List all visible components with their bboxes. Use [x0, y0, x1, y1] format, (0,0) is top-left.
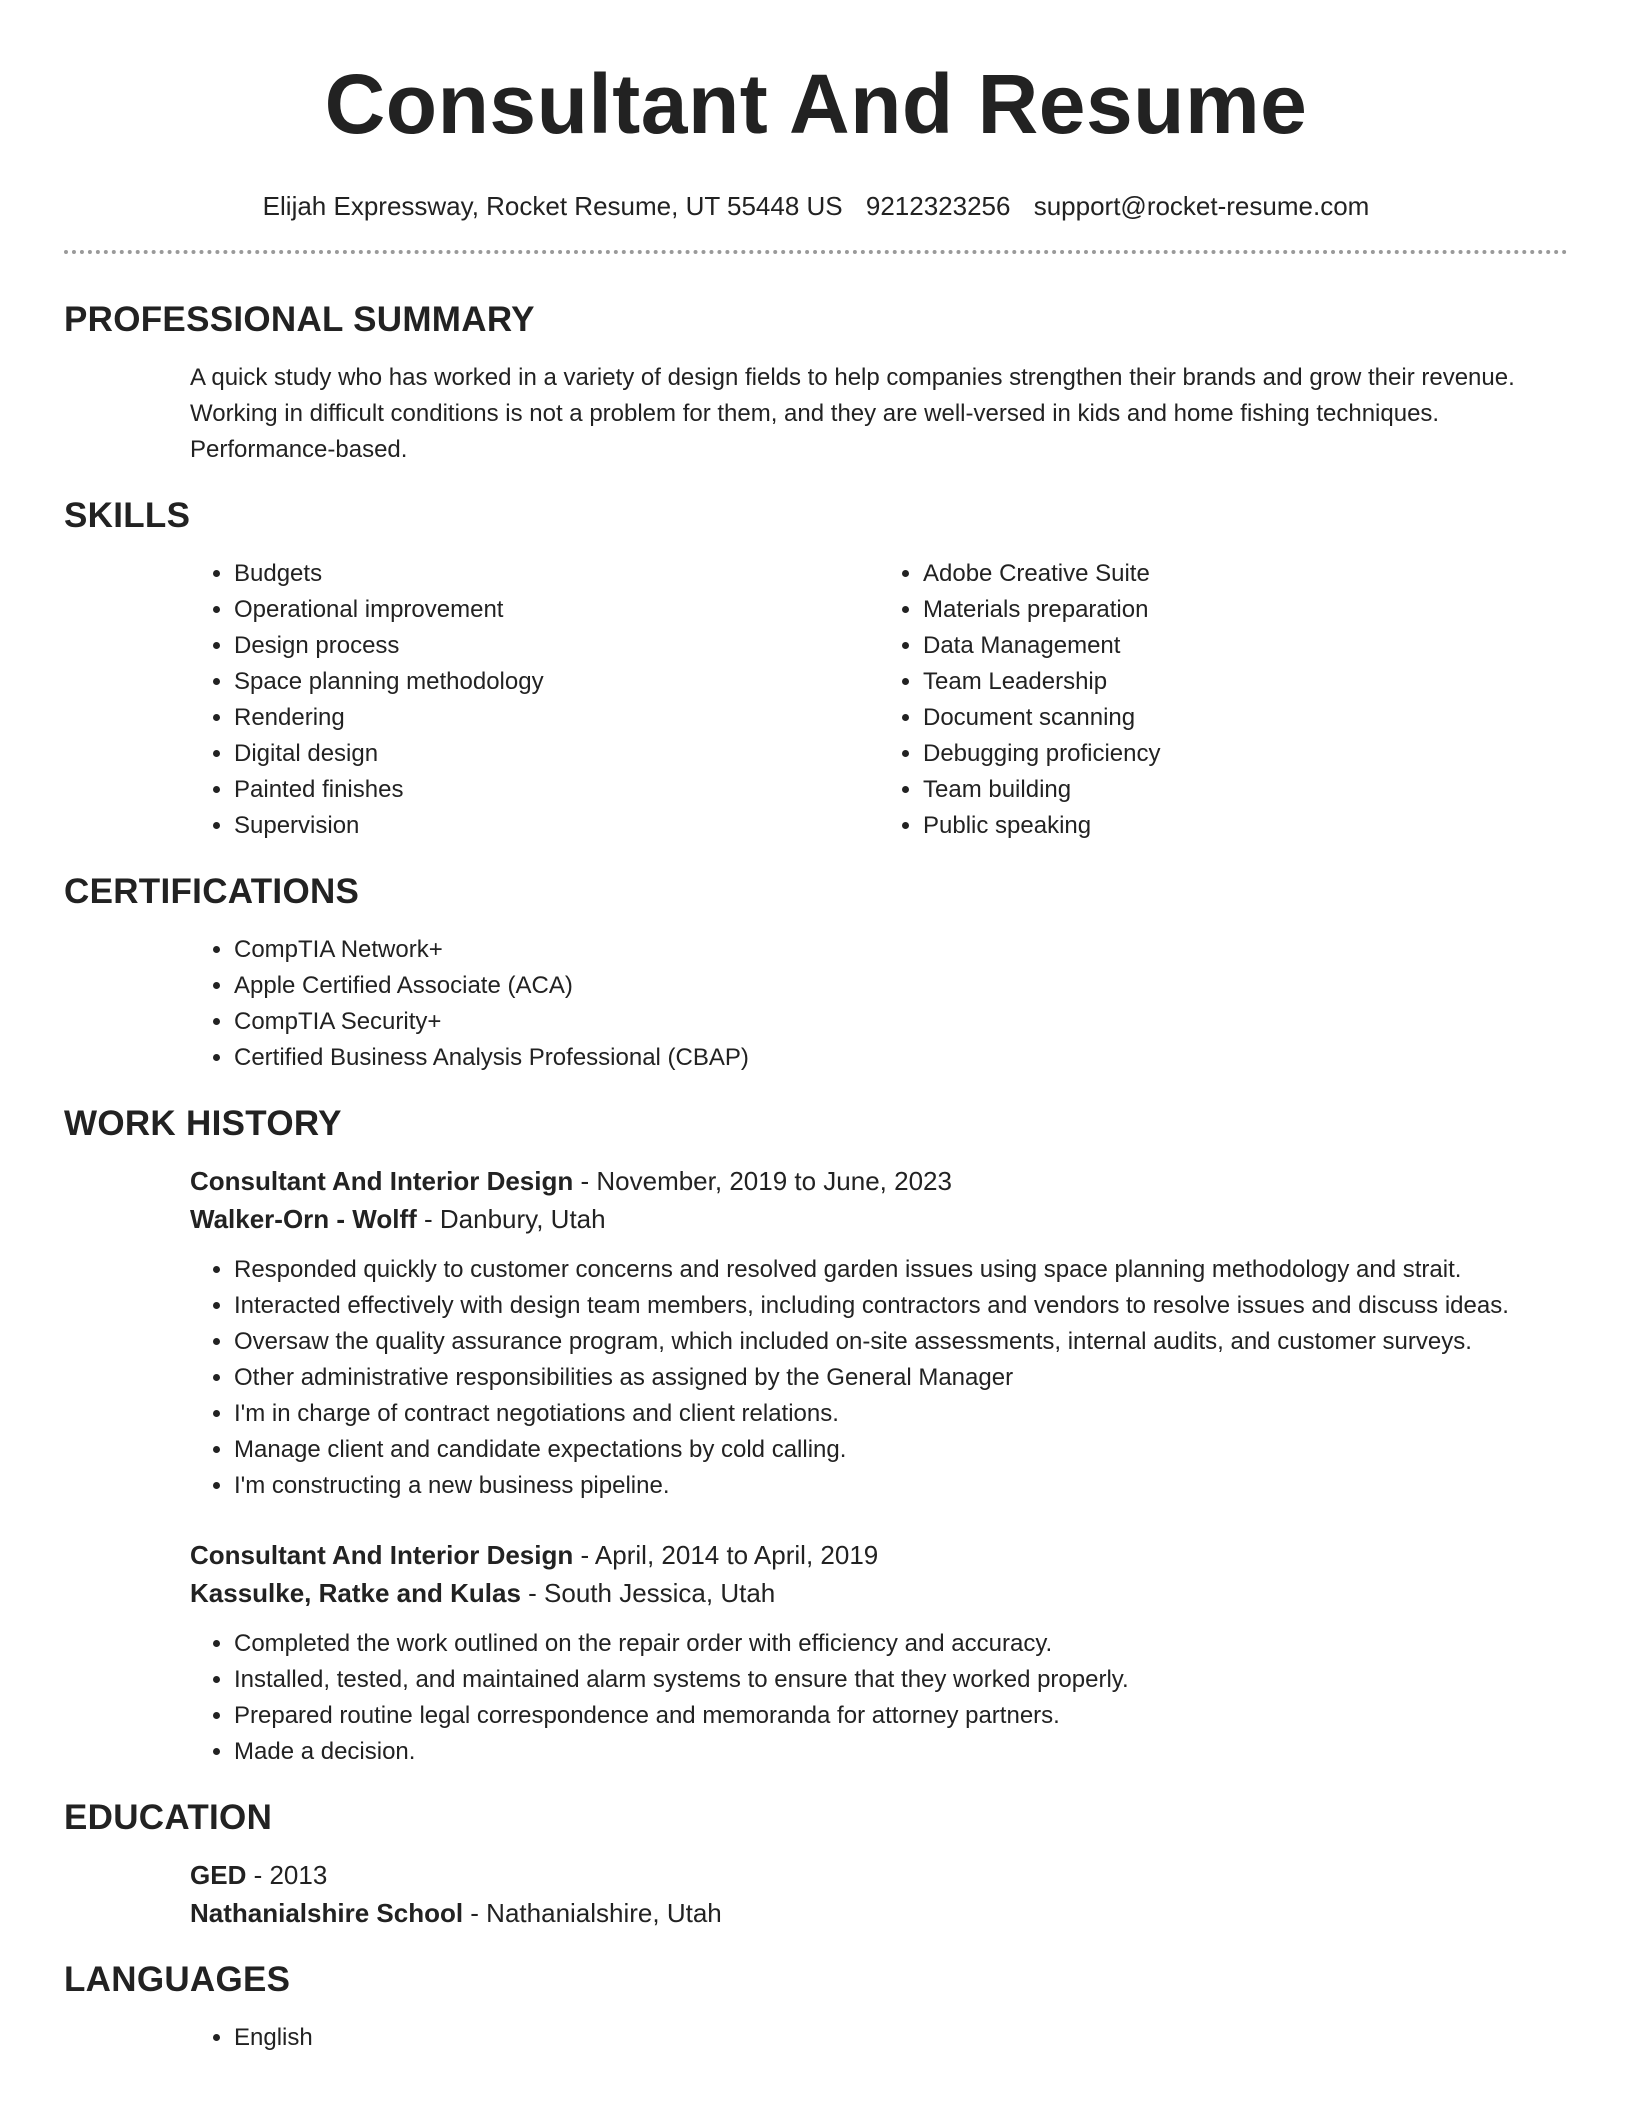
- list-item: • I'm in charge of contract negotiations and client relations.: [234, 1396, 1568, 1432]
- skills-list-right: [879, 556, 1568, 844]
- education-school: Nathanialshire School: [190, 1898, 464, 1928]
- list-item: • Installed, tested, and maintained alarm systems to ensure that they worked properly.: [234, 1662, 1568, 1698]
- list-item: • CompTIA Security+: [234, 1004, 1568, 1040]
- list-item: • Space planning methodology: [234, 664, 879, 700]
- contact-email[interactable]: support@rocket-resume.com: [1033, 191, 1370, 221]
- list-item: • Other administrative responsibilities as assigned by the General Manager: [234, 1360, 1568, 1396]
- job-company-line: [190, 1574, 1568, 1612]
- job-role: Consultant And Interior Design: [190, 1166, 574, 1196]
- list-item: • Team building: [923, 772, 1568, 808]
- list-item: • Made a decision.: [234, 1734, 1568, 1770]
- job-company: Walker-Orn - Wolff: [190, 1204, 417, 1234]
- list-item: • Materials preparation: [923, 592, 1568, 628]
- list-item: • Digital design: [234, 736, 879, 772]
- job-entry: [64, 1162, 1568, 1504]
- list-item: • Budgets: [234, 556, 879, 592]
- job-company: Kassulke, Ratke and Kulas: [190, 1578, 521, 1608]
- skills-section: [64, 494, 1568, 844]
- list-item: • Public speaking: [923, 808, 1568, 844]
- list-item: • Operational improvement: [234, 592, 879, 628]
- job-location: - South Jessica, Utah: [520, 1578, 776, 1608]
- summary-text: A quick study who has worked in a variety of design fields to help companies strengthen their brands and grow their revenue. Working in difficult conditions is not a problem for them, and they are well-versed in kids and home fishing techniques. Performance-based.: [190, 364, 1515, 463]
- job-location: - Danbury, Utah: [416, 1204, 606, 1234]
- contact-address: Elijah Expressway, Rocket Resume, UT 55448 US: [262, 191, 843, 221]
- list-item: • Painted finishes: [234, 772, 879, 808]
- education-school-line: [190, 1894, 1568, 1932]
- education-title: EDUCATION: [64, 1798, 273, 1837]
- education-section: [64, 1796, 1568, 1932]
- list-item: • Manage client and candidate expectations by cold calling.: [234, 1432, 1568, 1468]
- skills-title: SKILLS: [64, 496, 191, 535]
- list-item: • Prepared routine legal correspondence and memoranda for attorney partners.: [234, 1698, 1568, 1734]
- list-item: • Design process: [234, 628, 879, 664]
- list-item: • I'm constructing a new business pipeline.: [234, 1468, 1568, 1504]
- education-degree-line: [190, 1856, 1568, 1894]
- list-item: • Document scanning: [923, 700, 1568, 736]
- list-item: • Team Leadership: [923, 664, 1568, 700]
- languages-title: LANGUAGES: [64, 1960, 291, 1999]
- certifications-wrap: [64, 932, 1568, 1076]
- list-item: • Responded quickly to customer concerns and resolved garden issues using space planning methodology and strait.: [234, 1252, 1568, 1288]
- list-item: • English: [234, 2020, 1568, 2056]
- job-bullets: [190, 1252, 1568, 1504]
- contact-phone: 9212323256: [865, 191, 1011, 221]
- list-item: • Supervision: [234, 808, 879, 844]
- list-item: • Debugging proficiency: [923, 736, 1568, 772]
- list-item: • Completed the work outlined on the repair order with efficiency and accuracy.: [234, 1626, 1568, 1662]
- summary-section: [64, 298, 1568, 468]
- job-role: Consultant And Interior Design: [190, 1540, 574, 1570]
- education-entry: [64, 1856, 1568, 1932]
- certifications-section: [64, 870, 1568, 1076]
- work-title: WORK HISTORY: [64, 1104, 342, 1143]
- summary-title: PROFESSIONAL SUMMARY: [64, 300, 535, 339]
- list-item: • Certified Business Analysis Professional (CBAP): [234, 1040, 1568, 1076]
- languages-list: [190, 2020, 1568, 2056]
- languages-section: [64, 1958, 1568, 2056]
- header-divider: [64, 250, 1568, 254]
- job-role-line: [190, 1162, 1568, 1200]
- work-section: [64, 1102, 1568, 1770]
- job-role-line: [190, 1536, 1568, 1574]
- list-item: • Apple Certified Associate (ACA): [234, 968, 1568, 1004]
- skills-columns: [64, 556, 1568, 844]
- list-item: • Adobe Creative Suite: [923, 556, 1568, 592]
- languages-wrap: [64, 2020, 1568, 2056]
- job-entry: [64, 1536, 1568, 1770]
- education-location: - Nathanialshire, Utah: [463, 1898, 722, 1928]
- list-item: • Rendering: [234, 700, 879, 736]
- job-dates: - April, 2014 to April, 2019: [573, 1540, 879, 1570]
- certifications-title: CERTIFICATIONS: [64, 872, 360, 911]
- contact-line: [64, 188, 1568, 224]
- list-item: • Interacted effectively with design team members, including contractors and vendors to resolve issues and discuss ideas.: [234, 1288, 1568, 1324]
- job-company-line: [190, 1200, 1568, 1238]
- job-bullets: [190, 1626, 1568, 1770]
- list-item: • CompTIA Network+: [234, 932, 1568, 968]
- list-item: • Oversaw the quality assurance program, which included on-site assessments, internal audits, and customer surveys.: [234, 1324, 1568, 1360]
- certifications-list: [190, 932, 1568, 1076]
- education-degree: GED: [190, 1860, 247, 1890]
- skills-list-left: [190, 556, 879, 844]
- job-dates: - November, 2019 to June, 2023: [573, 1166, 952, 1196]
- list-item: • Data Management: [923, 628, 1568, 664]
- candidate-name: Consultant And Resume: [324, 57, 1308, 151]
- education-year: - 2013: [246, 1860, 328, 1890]
